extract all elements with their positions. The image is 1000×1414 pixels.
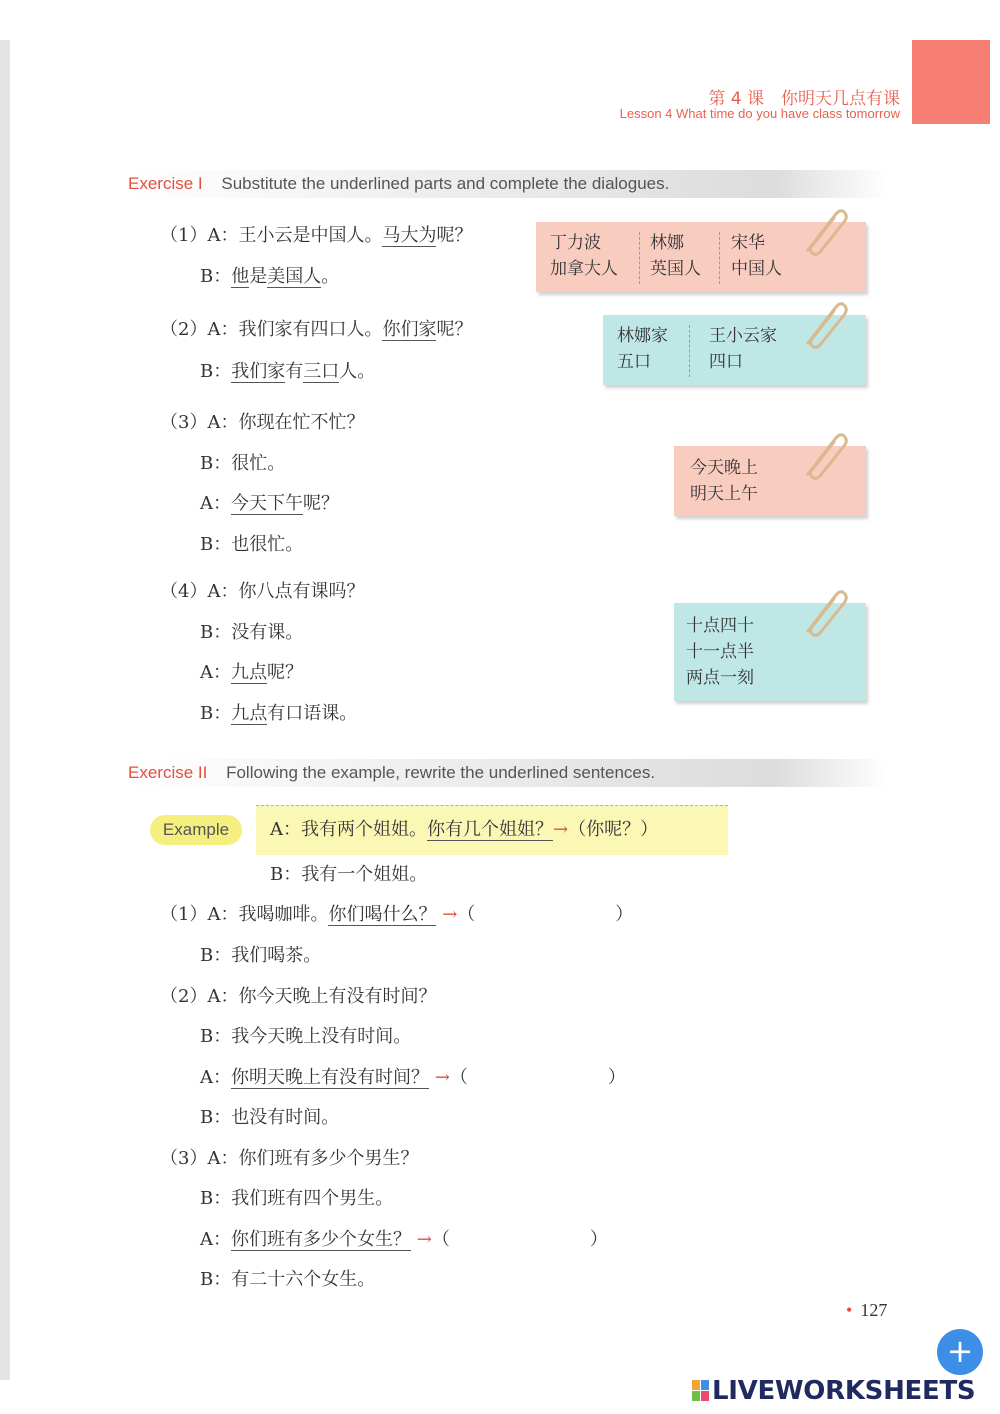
substitution-note-1 xyxy=(536,222,866,292)
brand-name: LIVEWORKSHEETS xyxy=(712,1376,976,1406)
substitution-note-4 xyxy=(674,603,866,701)
note-col: 丁力波 加拿大人 xyxy=(550,233,618,279)
underlined-part: 你们喝什么？ xyxy=(328,904,437,925)
ex1-item4-line-2: B：没有课。 xyxy=(200,622,304,643)
underlined-part: 九点 xyxy=(231,703,268,724)
underlined-part: 他 xyxy=(231,266,250,287)
paperclip-icon xyxy=(800,587,848,637)
ex2-item3-line-3: A：你们班有多少个女生？ →（ ） xyxy=(200,1229,608,1250)
example-line-b: B：我有一个姐姐。 xyxy=(270,864,428,885)
lesson-title-zh: 第 4 课 你明天几点有课 xyxy=(708,89,900,109)
liveworksheets-logo xyxy=(692,1376,992,1406)
exercise-1-instruction: Substitute the underlined parts and complete the dialogues. xyxy=(221,174,670,193)
paperclip-icon xyxy=(800,299,848,349)
note-col: 林娜家 五口 xyxy=(617,326,668,372)
substitution-note-3 xyxy=(674,446,866,516)
underlined-part: 你们班有多少个女生？ xyxy=(231,1229,411,1250)
arrow-icon: → xyxy=(416,1229,432,1250)
ex1-item1-line-b: B：他是美国人。 xyxy=(200,266,340,287)
ex1-item3-line-2: B：很忙。 xyxy=(200,453,286,474)
arrow-icon: → xyxy=(442,904,458,925)
underlined-part: 今天下午 xyxy=(231,493,303,514)
ex2-item3-line-2: B：我们班有四个男生。 xyxy=(200,1188,394,1209)
ex1-item2-line-b: B：我们家有三口人。 xyxy=(200,361,376,382)
ex2-item2-line-1: （2）A：你今天晚上有没有时间？ xyxy=(160,986,437,1007)
arrow-icon: → xyxy=(434,1067,450,1088)
underlined-part: 九点 xyxy=(231,662,267,683)
ex1-item1-line-a: （1）A：王小云是中国人。马大为呢？ xyxy=(160,225,473,246)
ex2-item1-line-b: B：我们喝茶。 xyxy=(200,945,322,966)
underlined-part: 你明天晚上有没有时间？ xyxy=(231,1067,429,1088)
ex1-item3-line-3: A：今天下午呢？ xyxy=(200,493,339,514)
ex2-item2-line-3: A：你明天晚上有没有时间？ →（ ） xyxy=(200,1067,626,1088)
exercise-2-instruction: Following the example, rewrite the underlined sentences. xyxy=(226,763,656,782)
page-left-edge xyxy=(0,40,10,1380)
exercise-1-header xyxy=(128,170,888,198)
underlined-part: 美国人 xyxy=(267,266,322,287)
example-badge: Example xyxy=(150,815,242,845)
note-col: 宋华 中国人 xyxy=(731,233,782,279)
ex1-item3-line-1: （3）A：你现在忙不忙？ xyxy=(160,412,365,433)
page-number: • 127 xyxy=(846,1300,888,1320)
ex2-item3-line-1: （3）A：你们班有多少个男生？ xyxy=(160,1148,419,1169)
exercise-2-label: Exercise II xyxy=(128,763,208,782)
substitution-note-2 xyxy=(603,315,866,385)
note-col: 王小云家 四口 xyxy=(709,326,777,372)
note-col: 林娜 英国人 xyxy=(650,233,701,279)
ex2-item2-line-4: B：也没有时间。 xyxy=(200,1107,340,1128)
ex1-item4-line-1: （4）A：你八点有课吗？ xyxy=(160,581,365,602)
paperclip-icon xyxy=(800,430,848,480)
paperclip-icon xyxy=(800,206,848,256)
ex1-item4-line-3: A：九点呢？ xyxy=(200,662,303,683)
note-col: 十点四十 十一点半 两点一刻 xyxy=(686,616,754,688)
page-dot-icon: • xyxy=(846,1300,853,1320)
underlined-part: 我们家 xyxy=(231,361,286,382)
exercise-2-header xyxy=(128,759,888,787)
underlined-part: 马大为 xyxy=(382,225,437,246)
underlined-part: 三口 xyxy=(303,361,340,382)
ex2-item3-line-4: B：有二十六个女生。 xyxy=(200,1269,376,1290)
chapter-tab xyxy=(912,40,990,124)
arrow-icon: → xyxy=(553,819,569,840)
exercise-1-label: Exercise I xyxy=(128,174,203,193)
ex2-item2-line-2: B：我今天晚上没有时间。 xyxy=(200,1026,412,1047)
liveworksheets-mark-icon xyxy=(692,1380,710,1402)
ex1-item4-line-4: B：九点有口语课。 xyxy=(200,703,358,724)
add-button[interactable]: + xyxy=(937,1329,983,1375)
example-line-a: A：我有两个姐姐。你有几个姐姐？→（你呢？） xyxy=(270,819,659,840)
lesson-title-en: Lesson 4 What time do you have class tomorrow xyxy=(619,106,900,121)
ex1-item2-line-a: （2）A：我们家有四口人。你们家呢？ xyxy=(160,319,473,340)
underlined-part: 你有几个姐姐？ xyxy=(427,819,553,840)
ex1-item3-line-4: B：也很忙。 xyxy=(200,534,304,555)
underlined-part: 你们家 xyxy=(382,319,437,340)
ex2-item1-line-a: （1）A：我喝咖啡。你们喝什么？ →（ ） xyxy=(160,904,634,925)
note-col: 今天晚上 明天上午 xyxy=(690,458,758,504)
